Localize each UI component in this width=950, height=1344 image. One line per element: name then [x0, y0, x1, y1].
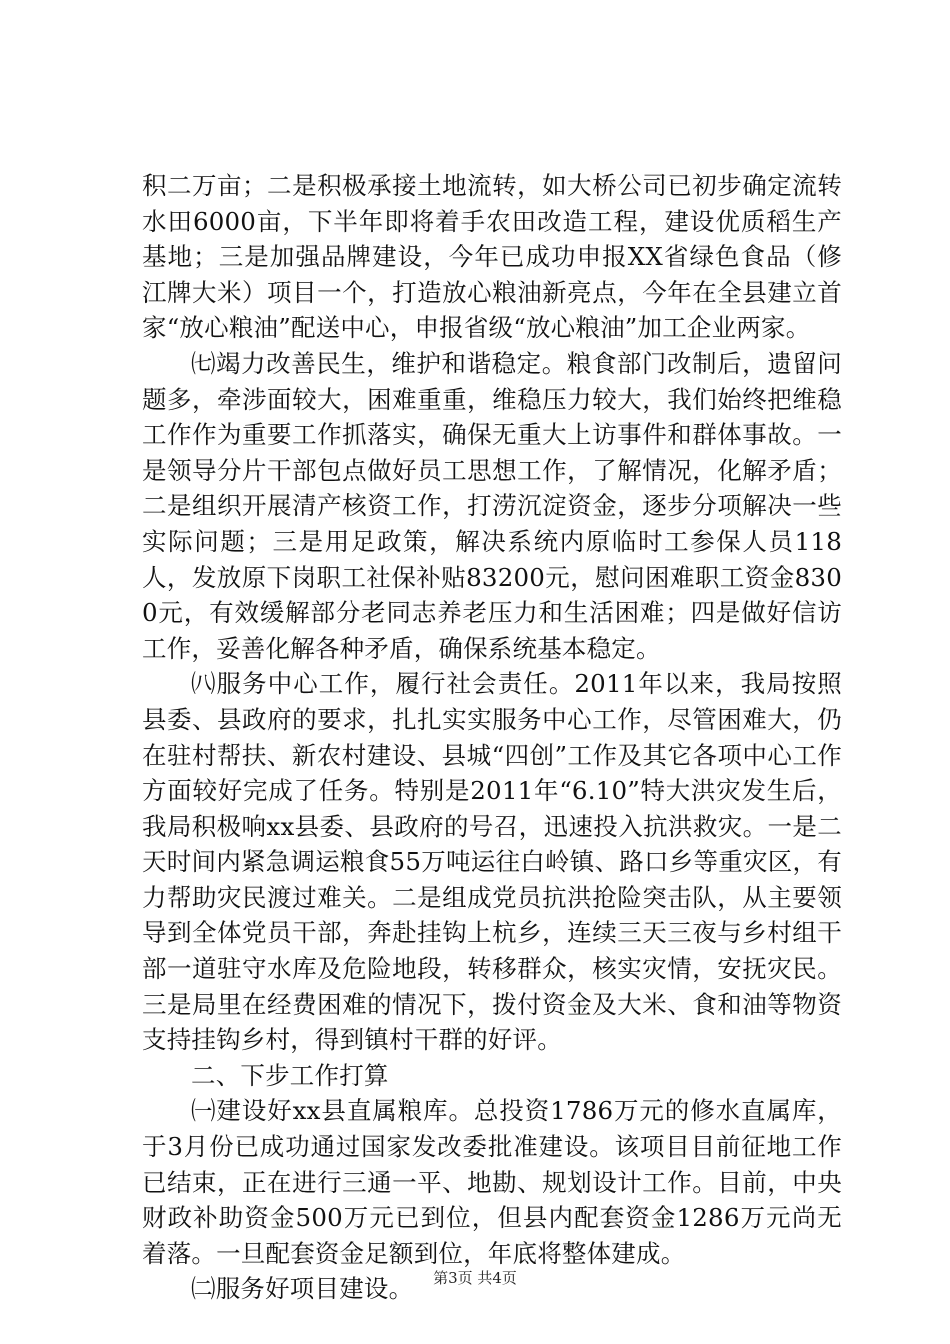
paragraph-1: 积二万亩；二是积极承接土地流转，如大桥公司已初步确定流转水田6000亩，下半年即将着手农田改造工程，建设优质稻生产基地；三是加强品牌建设，今年已成功申报XX省绿色食品（修江牌大米）项目一个，打造放心粮油新亮点，今年在全县建立首家“放心粮油”配送中心，申报省级“放心粮油”加工企业两家。 [142, 171, 842, 343]
document-body [142, 168, 842, 1307]
paragraph-5: ㈡服务好项目建设。 [191, 1274, 414, 1304]
section-heading: 二、下步工作打算 [191, 1060, 389, 1090]
paragraph-2: ㈦竭力改善民生，维护和谐稳定。粮食部门改制后，遗留问题多，牵涉面较大，困难重重，维稳压力较大，我们始终把维稳工作作为重要工作抓落实，确保无重大上访事件和群体事故。一是领导分片干部包点做好员工思想工作，了解情况，化解矛盾；二是组织开展清产核资工作，打涝沉淀资金，逐步分项解决一些实际问题；三是用足政策，解决系统内原临时工参保人员118人，发放原下岗职工社保补贴83200元，慰问困难职工资金8300元，有效缓解部分老同志养老压力和生活困难；四是做好信访工作，妥善化解各种矛盾，确保系统基本稳定。 [142, 348, 842, 663]
paragraph-4: ㈠建设好xx县直属粮库。总投资1786万元的修水直属库，于3月份已成功通过国家发改委批准建设。该项目目前征地工作已结束，正在进行三通一平、地勘、规划设计工作。目前，中央财政补助资金500万元已到位，但县内配套资金1286万元尚无着落。一旦配套资金足额到位，年底将整体建成。 [142, 1096, 842, 1268]
paragraph-3: ㈧服务中心工作，履行社会责任。2011年以来，我局按照县委、县政府的要求，扎扎实实服务中心工作，尽管困难大，仍在驻村帮扶、新农村建设、县城“四创”工作及其它各项中心工作方面较好完成了任务。特别是2011年“6.10”特大洪灾发生后，我局积极响xx县委、县政府的号召，迅速投入抗洪救灾。一是二天时间内紧急调运粮食55万吨运往白岭镇、路口乡等重灾区，有力帮助灾民渡过难关。二是组成党员抗洪抢险突击队，从主要领导到全体党员干部，奔赴挂钩上杭乡，连续三天三夜与乡村组干部一道驻守水库及危险地段，转移群众，核实灾情，安抚灾民。三是局里在经费困难的情况下，拨付资金及大米、食和油等物资支持挂钩乡村，得到镇村干群的好评。 [142, 669, 842, 1055]
page-number-footer: 第3页 共4页 [433, 1269, 517, 1287]
